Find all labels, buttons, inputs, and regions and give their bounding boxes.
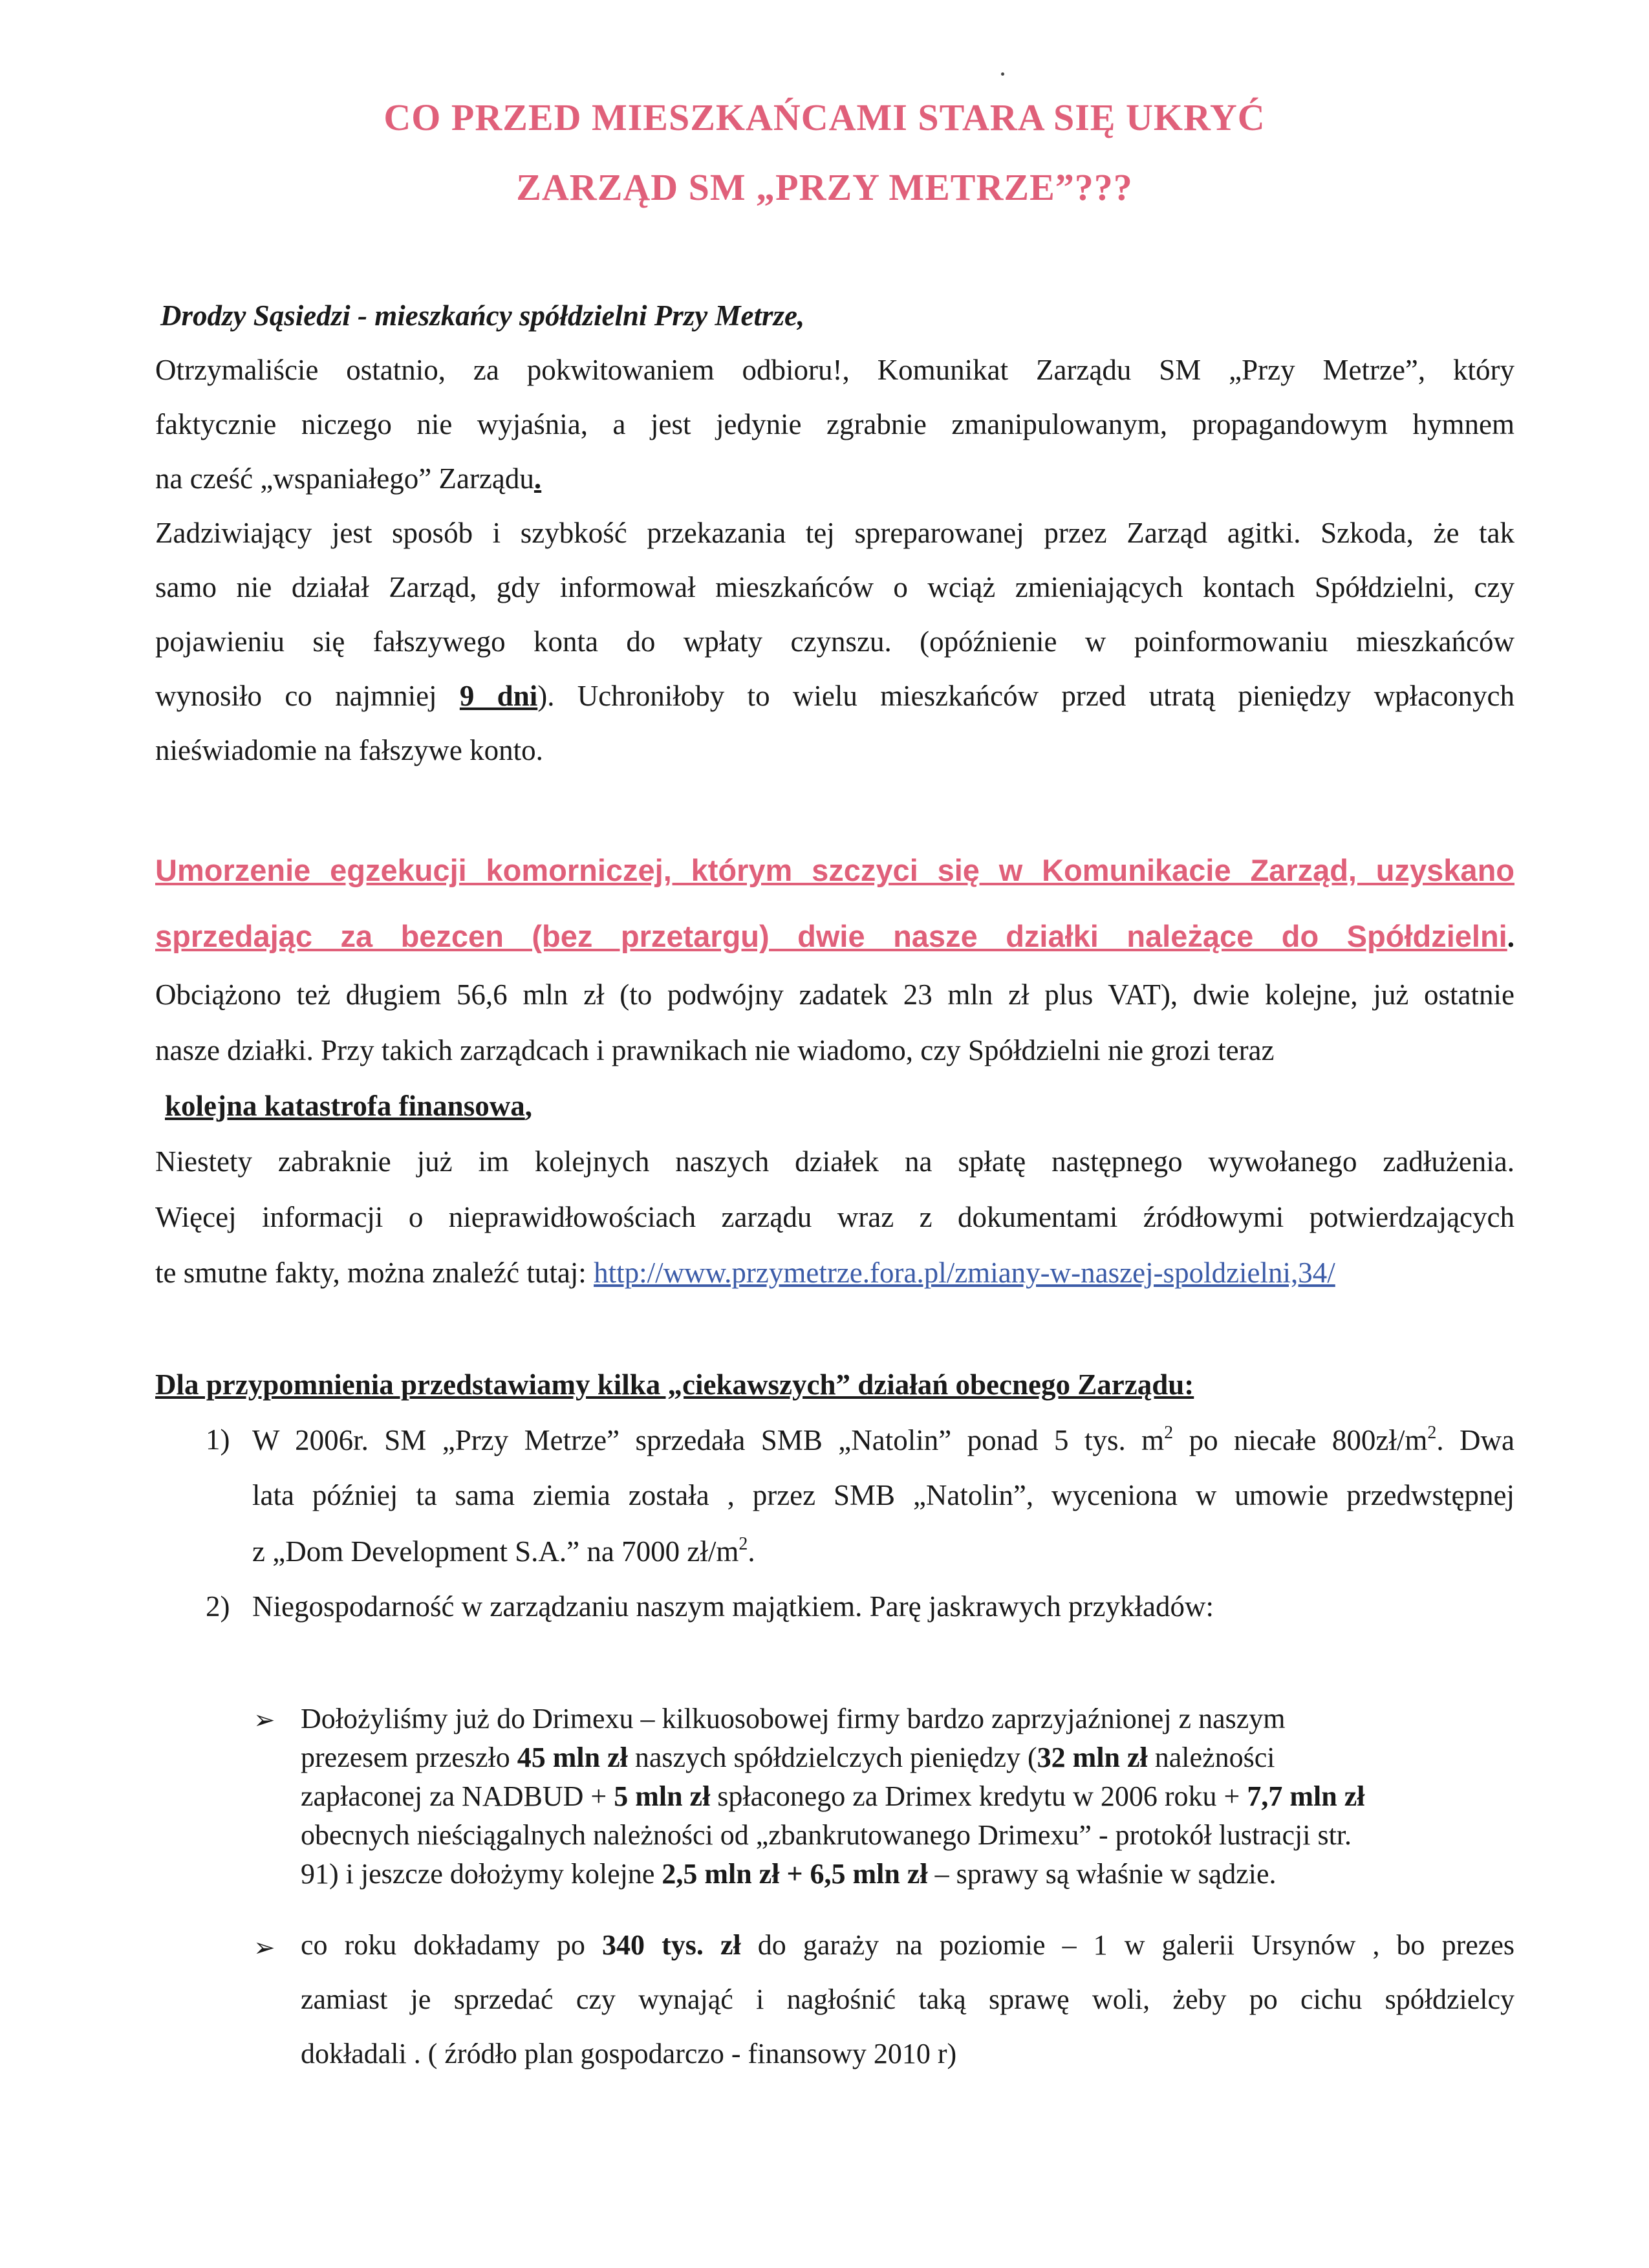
text: . Dwa (1436, 1424, 1514, 1456)
text: należności (1147, 1742, 1275, 1773)
text: . (1507, 921, 1514, 953)
text: na cześć „wspaniałego” Zarządu (155, 462, 534, 495)
para2-line3: pojawieniu się fałszywego konta do wpłaty czynszu. (opóźnienie w poinformowaniu mieszkańców (155, 625, 1514, 658)
list-number-1: 1) (206, 1423, 230, 1456)
para3-line3 (165, 1089, 532, 1123)
bullet1-line2 (301, 1741, 1275, 1774)
para1-line3 (155, 462, 541, 495)
section-heading: Dla przypomnienia przedstawiamy kilka „ciekawszych” działań obecnego Zarządu: (155, 1368, 1194, 1401)
text: do garaży na poziomie – 1 w galerii Ursynów , bo prezes (740, 1929, 1514, 1961)
text: ). Uchroniłoby to wielu mieszkańców przed utratą pieniędzy wpłaconych (537, 680, 1515, 712)
text: 2,5 mln zł + 6,5 mln zł (662, 1858, 928, 1890)
text: co roku dokładamy po (301, 1929, 603, 1961)
bullet1-line4: obecnych nieściągalnych należności od „zbankrutowanego Drimexu” - protokół lustracji str. (301, 1819, 1352, 1851)
para1-line2: faktycznie niczego nie wyjaśnia, a jest jedynie zgrabnie zmanipulowanym, propagandowym hymnem (155, 408, 1514, 440)
para2-line4 (155, 679, 1514, 713)
text: te smutne fakty, można znaleźć tutaj: (155, 1257, 594, 1289)
text: wynosiło co najmniej (155, 680, 460, 712)
bullet2-line3: dokładali . ( źródło plan gospodarczo - finansowy 2010 r) (301, 2038, 957, 2069)
text: 91) i jeszcze dołożymy kolejne (301, 1858, 662, 1890)
highlight-line2 (155, 918, 1514, 954)
text: kolejna katastrofa finansowa (165, 1090, 525, 1122)
text: 2 (1427, 1423, 1437, 1443)
text: . (534, 462, 542, 495)
para1-line1: Otrzymaliście ostatnio, za pokwitowaniem odbioru!, Komunikat Zarządu SM „Przy Metrze”, który (155, 354, 1514, 386)
item1-line2: lata później ta sama ziemia została , przez SMB „Natolin”, wyceniona w umowie przedwstępnej (252, 1479, 1514, 1511)
item1-line1 (252, 1423, 1514, 1457)
text: prezesem przeszło (301, 1742, 517, 1773)
list-number-2: 2) (206, 1590, 230, 1623)
greeting: Drodzy Sąsiedzi - mieszkańcy spółdzielni Przy Metrze, (160, 299, 805, 332)
text: 340 tys. zł (602, 1929, 741, 1961)
bullet1-line3 (301, 1780, 1364, 1813)
text: po niecałe 800zł/m (1173, 1424, 1428, 1456)
forum-link[interactable]: http://www.przymetrze.fora.pl/zmiany-w-naszej-spoldzielni,34/ (594, 1257, 1335, 1289)
bullet2-line1 (301, 1928, 1514, 1961)
arrow-bullet-icon: ➢ (253, 1705, 275, 1734)
arrow-bullet-icon: ➢ (253, 1933, 275, 1962)
item1-line3 (252, 1534, 755, 1568)
text: 45 mln zł (517, 1742, 628, 1773)
highlight-line1: Umorzenie egzekucji komorniczej, którym szczyci się w Komunikacie Zarząd, uzyskano (155, 853, 1514, 887)
text: 32 mln zł (1037, 1742, 1148, 1773)
text: 9 dni (459, 680, 538, 712)
text: sprzedając za bezcen (bez przetargu) dwie nasze działki należące do Spółdzielni (155, 919, 1507, 953)
item2-line1: Niegospodarność w zarządzaniu naszym majątkiem. Parę jaskrawych przykładów: (252, 1590, 1214, 1623)
text: W 2006r. SM „Przy Metrze” sprzedała SMB „Natolin” ponad 5 tys. m (252, 1424, 1165, 1456)
bullet1-line1: Dołożyliśmy już do Drimexu – kilkuosobowej firmy bardzo zaprzyjaźnionej z naszym (301, 1703, 1286, 1734)
bullet2-line2: zamiast je sprzedać czy wynająć i nagłośnić taką sprawę woli, żeby po cichu spółdzielcy (301, 1983, 1514, 2015)
para2-line2: samo nie działał Zarząd, gdy informował mieszkańców o wciąż zmieniających kontach Spółdzielni, czy (155, 571, 1514, 603)
text: 7,7 mln zł (1247, 1780, 1365, 1812)
text: 5 mln zł (614, 1780, 711, 1812)
title-line-1: CO PRZED MIESZKAŃCAMI STARA SIĘ UKRYĆ (383, 96, 1266, 138)
scan-speck (1001, 72, 1004, 76)
text: z „Dom Development S.A.” na 7000 zł/m (252, 1535, 739, 1568)
para3-line5: Więcej informacji o nieprawidłowościach zarządu wraz z dokumentami źródłowymi potwierdzających (155, 1201, 1514, 1233)
text: , (524, 1090, 532, 1122)
text: zapłaconej za NADBUD + (301, 1780, 614, 1812)
para2-line1: Zadziwiający jest sposób i szybkość przekazania tej spreparowanej przez Zarząd agitki. Szkoda, że tak (155, 517, 1514, 549)
para2-line5: nieświadomie na fałszywe konto. (155, 734, 543, 766)
title-line-2: ZARZĄD SM „PRZY METRZE”??? (516, 166, 1133, 208)
text: spłaconego za Drimex kredytu w 2006 roku + (710, 1780, 1247, 1812)
text: 2 (1164, 1423, 1174, 1443)
text: 2 (738, 1534, 748, 1554)
text: – sprawy są właśnie w sądzie. (927, 1858, 1277, 1890)
para3-line2: nasze działki. Przy takich zarządcach i prawnikach nie wiadomo, czy Spółdzielni nie grozi teraz (155, 1034, 1275, 1066)
text: . (748, 1535, 755, 1568)
bullet1-line5 (301, 1857, 1277, 1890)
text: naszych spółdzielczych pieniędzy ( (627, 1742, 1037, 1773)
para3-line4: Niestety zabraknie już im kolejnych naszych działek na spłatę następnego wywołanego zadłużenia. (155, 1145, 1514, 1178)
para3-line6 (155, 1256, 1335, 1290)
para3-line1: Obciążono też długiem 56,6 mln zł (to podwójny zadatek 23 mln zł plus VAT), dwie kolejne, już ostatnie (155, 978, 1514, 1011)
